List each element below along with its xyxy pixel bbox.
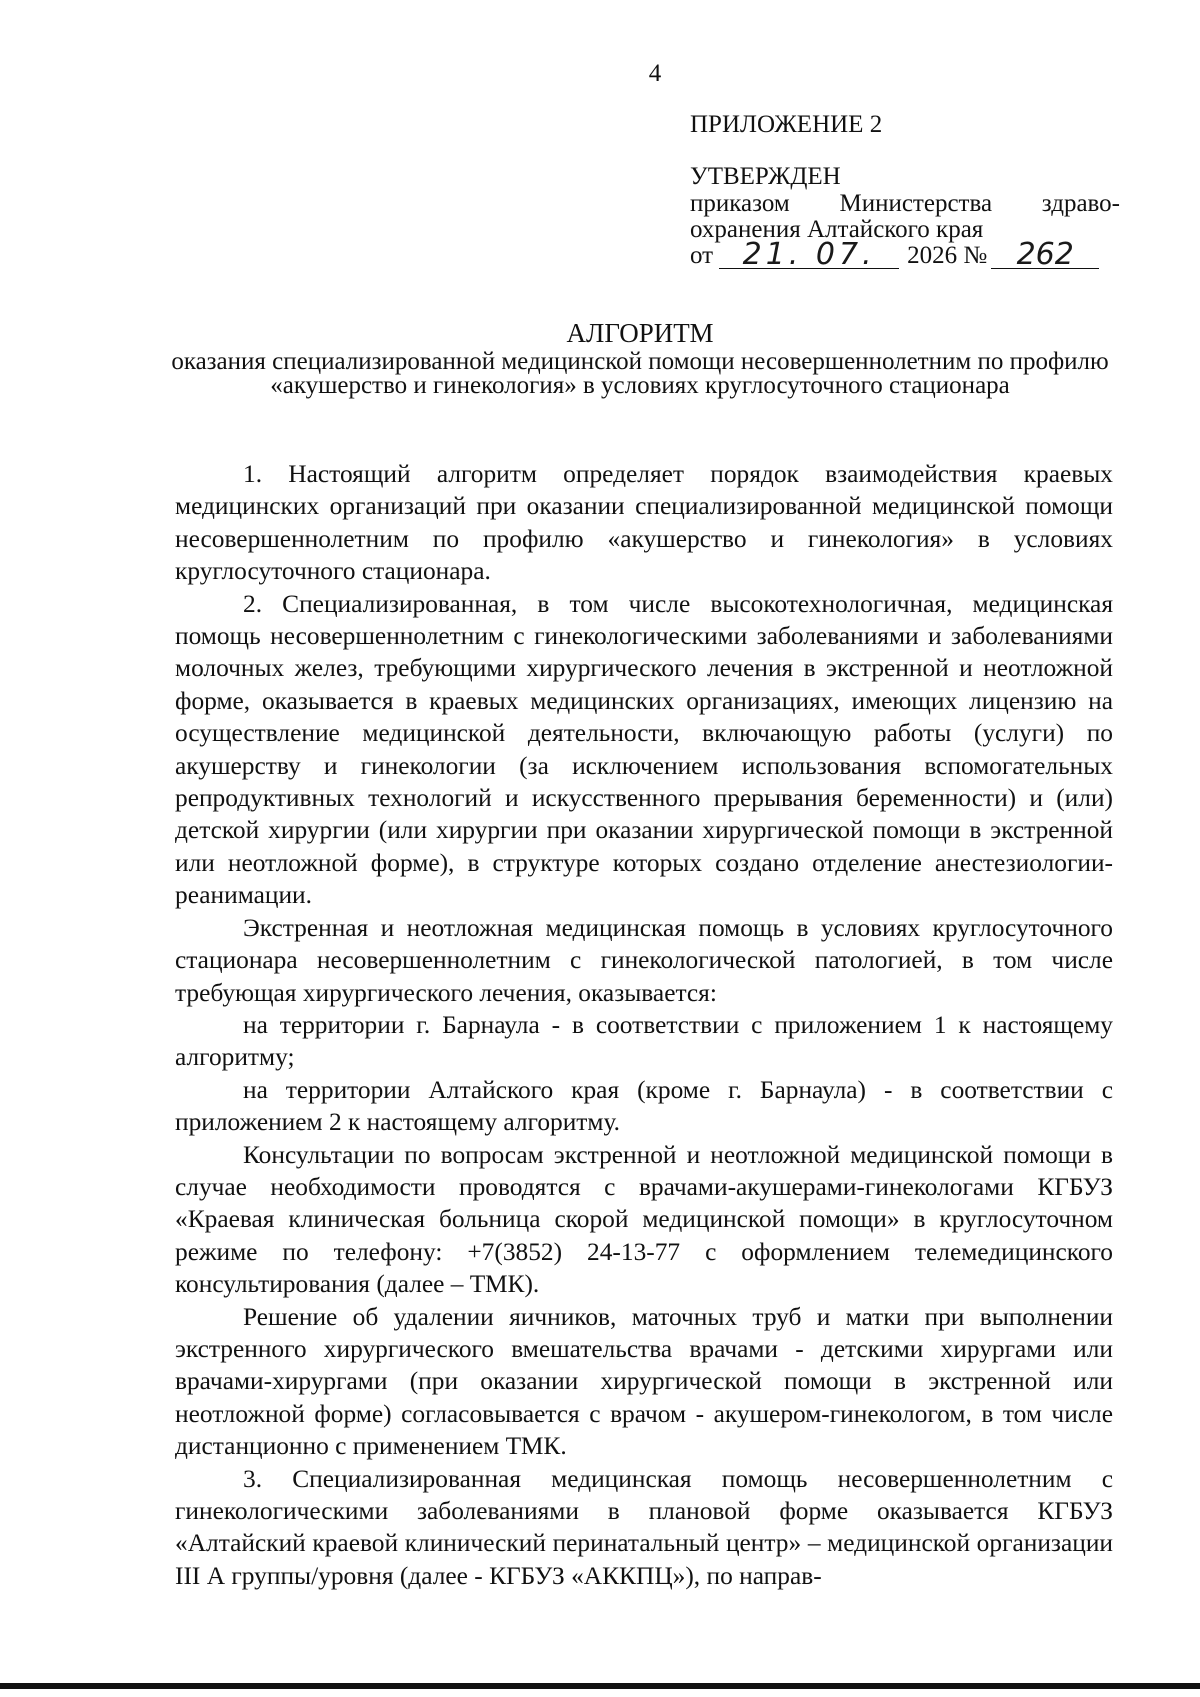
handwritten-date: 21. 07.	[719, 242, 899, 269]
paragraph: на территории г. Барнаула - в соответствии с приложением 1 к настоящему алгоритму;	[175, 1010, 1113, 1072]
scan-bottom-edge	[0, 1683, 1200, 1689]
document-body	[175, 458, 1113, 1592]
heading-title: АЛГОРИТМ	[566, 318, 714, 348]
paragraph: Экстренная и неотложная медицинская помощь в условиях круглосуточного стационара несовершеннолетним с гинекологической патологией, в том числе требующая хирургического лечения, оказывается:	[175, 913, 1113, 1007]
issuer-line: охранения Алтайского края	[690, 216, 984, 243]
heading-subtitle: оказания специализированной медицинской помощи несовершеннолетним по профилю «акушерство и гинекология» в условиях круглосуточного стационара	[171, 348, 1109, 399]
approval-block	[690, 110, 1120, 272]
paragraph: 3. Специализированная медицинская помощь несовершеннолетним с гинекологическими заболеваниями в плановой форме оказывается КГБУЗ «Алтайский краевой клинический перинатальный центр» – медицинской организации III А группы/уровня (далее - КГБУЗ «АККПЦ»), по направ-	[175, 1464, 1113, 1590]
year-label: 2026 №	[907, 242, 988, 269]
order-line: приказом Министерства здраво-	[690, 190, 1120, 217]
paragraph: Решение об удалении яичников, маточных труб и матки при выполнении экстренного хирургического вмешательства врачами - детскими хирургами или врачами-хирургами (при оказании хирургической помощи в экстренной или неотложной форме) согласовывается с врачом - акушером-гинекологом, в том числе дистанционно с применением ТМК.	[175, 1302, 1113, 1461]
paragraph: Консультации по вопросам экстренной и неотложной медицинской помощи в случае необходимости проводятся с врачами-акушерами-гинекологами КГБУЗ «Краевая клиническая больница скорой медицинской помощи» в круглосуточном режиме по телефону: +7(3852) 24-13-77 с оформлением телемедицинского консультирования (далее – ТМК).	[175, 1140, 1113, 1299]
paragraph: 2. Специализированная, в том числе высокотехнологичная, медицинская помощь несовершеннолетним с гинекологическими заболеваниями и заболеваниями молочных желез, требующими хирургического лечения в экстренной и неотложной форме, оказывается в краевых медицинских организациях, имеющих лицензию на осуществление медицинской деятельности, включающую работы (услуги) по акушерству и гинекологии (за исключением использования вспомогательных репродуктивных технологий и искусственного прерывания беременности) и (или) детской хирургии (или хирургии при оказании хирургической помощи в экстренной или неотложной форме), в структуре которых создано отделение анестезиологии-реанимации.	[175, 589, 1113, 910]
order-date-line	[690, 237, 1120, 272]
appendix-title: ПРИЛОЖЕНИЕ 2	[690, 111, 883, 138]
document-heading	[170, 318, 1110, 398]
paragraph: 1. Настоящий алгоритм определяет порядок взаимодействия краевых медицинских организаций при оказании специализированной медицинской помощи несовершеннолетним по профилю «акушерство и гинекология» в условиях круглосуточного стационара.	[175, 460, 1113, 586]
approved-label: УТВЕРЖДЕН	[690, 163, 841, 190]
paragraph: на территории Алтайского края (кроме г. Барнаула) - в соответствии с приложением 2 к настоящему алгоритму.	[175, 1075, 1113, 1137]
page-number: 4	[648, 60, 662, 87]
handwritten-order-number: 262	[991, 242, 1099, 269]
date-prefix: от	[690, 242, 714, 269]
